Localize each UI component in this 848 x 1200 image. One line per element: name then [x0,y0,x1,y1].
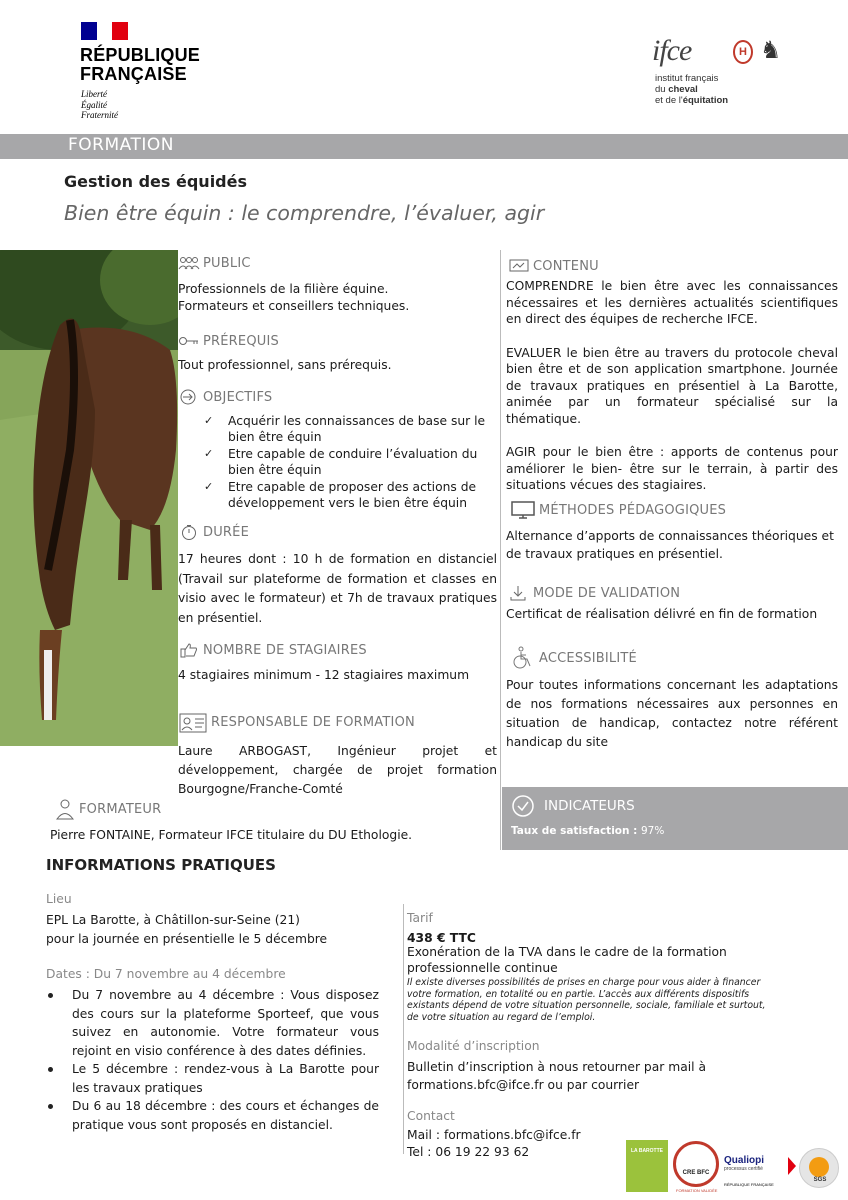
horse-logo-icon: ♞ [760,36,782,64]
people-icon [178,255,200,271]
tarif-note: Exonération de la TVA dans le cadre de la formation professionnelle continue [407,945,727,975]
download-icon [508,585,530,601]
page-subtitle: Bien être équin : le comprendre, l’évaluer, agir [64,201,545,225]
tarif-price: 438 € TTC [407,931,476,945]
date-item: Du 6 au 18 décembre : des cours et échanges de pratique vous sont proposés en distanciel. [46,1097,379,1134]
formateur-heading: FORMATEUR [54,798,161,820]
pratiques-divider [403,904,404,1154]
ifce-fullname: institut français du cheval et de l'équitation [655,73,729,106]
wheelchair-icon [510,646,536,670]
monitor-icon [510,500,536,520]
objective-item: ✓ Etre capable de conduire l’évaluation du bien être équin [200,446,500,478]
date-item: Du 7 novembre au 4 décembre : Vous disposez des cours sur la plateforme Sporteef, que vous suivez en autonomie. Votre formateur vous rejoint en visio conférence à des dates définies. [46,986,379,1060]
prerequis-text: Tout professionnel, sans prérequis. [178,358,392,372]
methodes-heading: MÉTHODES PÉDAGOGIQUES [510,500,726,520]
la-barotte-logo: LA BAROTTE [626,1140,668,1192]
tarif-details: Il existe diverses possibilités de prises en charge pour vous aider à financer votre formation, en totalité ou en partie. L’accès aux différents dispositifs existants dépend de votre situation personnelle, sociale, familiale et surtout, de votre situation au regard de l’emploi. [407,977,766,1023]
arrow-circle-icon [178,389,200,405]
horse-photo [0,250,178,746]
responsable-heading: RESPONSABLE DE FORMATION [178,711,415,733]
qualiopi-logo: Qualiopi processus certifié RÉPUBLIQUE FRANÇAISE [724,1155,774,1187]
indicateurs-box [502,787,848,850]
cre-sub-label: FORMATION VALIDÉE [676,1188,718,1193]
public-text: Professionnels de la filière équine. Formateurs et conseillers techniques. [178,282,410,313]
satisfaction-rate: Taux de satisfaction : 97% [511,825,665,837]
stopwatch-icon [178,524,200,540]
marianne-flag-icon [81,22,128,40]
page-title: Gestion des équidés [64,172,247,191]
republique-francaise-logo: RÉPUBLIQUE FRANÇAISE [80,45,201,84]
modalite-text: Bulletin d’inscription à nous retourner par mail à formations.bfc@ifce.fr ou par courrier [407,1060,707,1092]
id-card-icon [178,711,208,733]
ifce-h-badge-icon: H [733,40,753,64]
formation-banner: FORMATION [0,134,848,159]
validation-text: Certificat de réalisation délivré en fin de formation [506,607,818,621]
key-icon [178,333,200,349]
responsable-text: Laure ARBOGAST, Ingénieur projet et développement, chargée de projet formation Bourgogne/Franche-Comté [178,744,497,796]
formateur-text: Pierre FONTAINE, Formateur IFCE titulaire du DU Ethologie. [50,828,413,842]
nombre-stagiaires-text: 4 stagiaires minimum - 12 stagiaires maximum [178,668,470,682]
validation-heading: MODE DE VALIDATION [508,585,680,601]
check-circle-icon [511,794,535,818]
column-divider [500,250,501,850]
indicateurs-heading: INDICATEURS [511,794,635,818]
thumbs-up-icon [178,642,200,658]
dates-label: Dates : Du 7 novembre au 4 décembre [46,967,286,981]
cre-bfc-logo: CRE BFC [673,1141,719,1187]
objective-item: ✓ Acquérir les connaissances de base sur le bien être équin [200,413,500,445]
lieu-text: EPL La Barotte, à Châtillon-sur-Seine (21) pour la journée en présentielle le 5 décembre [46,913,328,946]
objective-item: ✓ Etre capable de proposer des actions de développement vers le bien être équin [200,479,500,511]
contenu-heading: CONTENU [508,258,599,274]
contact-text: Mail : formations.bfc@ifce.fr Tel : 06 19 22 93 62 [407,1128,581,1159]
tarif-label: Tarif [407,911,433,925]
lieu-label: Lieu [46,892,72,906]
public-heading: PUBLIC [178,255,251,271]
ifce-logo: ifce [652,34,692,67]
sgs-logo: SGS [799,1148,839,1188]
date-item: Le 5 décembre : rendez-vous à La Barotte pour les travaux pratiques [46,1060,379,1097]
qualiopi-arrow-icon [788,1157,798,1175]
modalite-label: Modalité d’inscription [407,1039,540,1053]
duree-text: 17 heures dont : 10 h de formation en distanciel (Travail sur plateforme de formation et classes en visio avec le formateur) et 7h de travaux pratiques en présentiel. [178,552,497,625]
objectives-list [200,413,500,512]
objectifs-heading: OBJECTIFS [178,389,272,405]
dates-list [46,986,379,1134]
accessibilite-heading: ACCESSIBILITÉ [510,646,637,670]
teacher-board-icon [508,258,530,274]
contact-label: Contact [407,1109,455,1123]
republic-motto: Liberté Égalité Fraternité [81,89,118,120]
contenu-text: COMPRENDRE le bien être avec les connaissances nécessaires et les dernières actualités scientifiques en direct des équipes de recherche IFCE. EVALUER le bien être au travers du protocole cheval bien être et de son application smartphone. Journée de travaux pratiques en présentiel à La Barotte, animée par un formateur spécialisé sur la thématique. AGIR pour le bien être : apports de contenus pour améliorer le bien- être sur le terrain, à partir des situations vécues des stagiaires. [506,279,838,492]
accessibilite-text: Pour toutes informations concernant les adaptations de nos formations nécessaires aux personnes en situation de handicap, contactez notre référent handicap du site [506,678,838,749]
informations-pratiques-heading: INFORMATIONS PRATIQUES [46,856,276,874]
duree-heading: DURÉE [178,524,249,540]
methodes-text: Alternance d’apports de connaissances théoriques et de travaux pratiques en présentiel. [506,529,834,561]
nombre-stagiaires-heading: NOMBRE DE STAGIAIRES [178,642,367,658]
person-icon [54,798,76,820]
prerequis-heading: PRÉREQUIS [178,333,279,349]
